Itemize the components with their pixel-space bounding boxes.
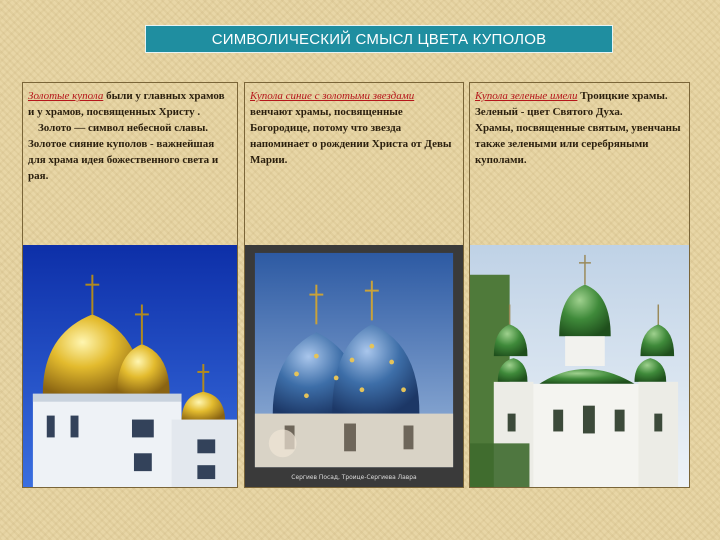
panel-blue-domes [244, 82, 464, 488]
green-domes-church-image [470, 245, 689, 487]
panel-body-2: Золото — символ небесной славы. Золотое сияние куполов - важнейшая для храма идея божественного света и рая. [28, 122, 219, 182]
panel-green-domes [469, 82, 690, 488]
panel-body: венчают храмы, посвященные Богородице, потому что звезда напоминает о рождении Христа от Девы Марии. [250, 106, 452, 166]
panel-text [470, 83, 689, 168]
panel-lead: Купола синие с золотыми звездами [250, 90, 415, 102]
panel-body: были у главных храмов и у храмов, посвященных Христу . [28, 90, 225, 118]
panel-lead: Купола зеленые имели [475, 90, 578, 102]
slide-title: СИМВОЛИЧЕСКИЙ СМЫСЛ ЦВЕТА КУПОЛОВ [145, 25, 613, 53]
panel-text [245, 83, 463, 168]
golden-domes-church-image [23, 245, 237, 487]
panel-body-2: Храмы, посвященные святым, увенчаны также зелеными или серебряными куполами. [475, 122, 681, 166]
photo-caption: Сергиев Посад, Троице-Сергиева Лавра [291, 474, 417, 482]
blue-domes-photo [245, 245, 463, 487]
green-domes-photo [470, 245, 689, 487]
panel-golden-domes [22, 82, 238, 488]
golden-domes-photo [23, 245, 237, 487]
panel-lead: Золотые купола [28, 90, 104, 102]
panel-text [23, 83, 237, 184]
panel-body: Троицкие храмы. Зеленый - цвет Святого Духа. [475, 90, 668, 118]
blue-star-domes-church-image [245, 245, 463, 487]
